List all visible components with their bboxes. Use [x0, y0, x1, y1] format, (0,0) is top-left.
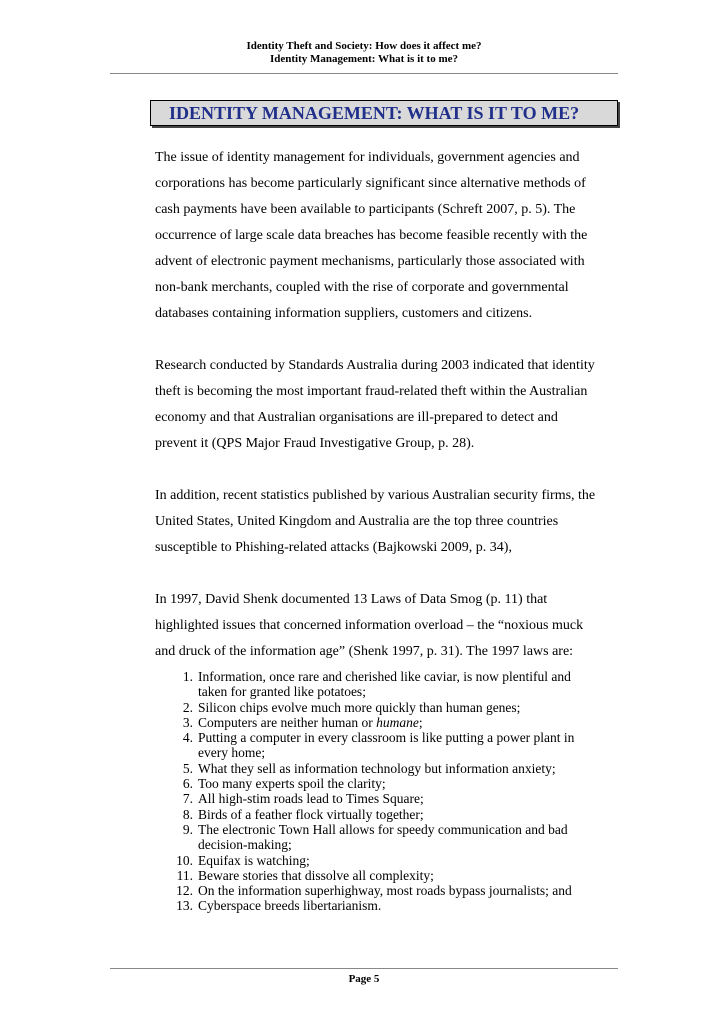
list-item-punctuation: ; — [418, 714, 423, 730]
paragraph-line: In addition, recent statistics published by various Australian security firms, the — [155, 488, 596, 503]
paragraph-line: economy and that Australian organisations are ill-prepared to detect and — [155, 410, 558, 425]
paragraph — [155, 587, 625, 665]
list-item-line: Silicon chips evolve much more quickly than human genes; — [198, 699, 521, 715]
list-item — [155, 700, 625, 715]
list-item-line: every home; — [198, 745, 266, 761]
list-item-line: What they sell as information technology but information anxiety; — [198, 760, 556, 776]
paragraph-line: prevent it (QPS Major Fraud Investigative Group, p. 28). — [155, 436, 475, 451]
list-item-line: Too many experts spoil the clarity; — [198, 776, 386, 792]
list-item — [155, 822, 625, 853]
paragraph-line: susceptible to Phishing-related attacks (Bajkowski 2009, p. 34), — [155, 540, 512, 555]
header-divider — [110, 73, 618, 74]
list-item — [155, 807, 625, 822]
list-item — [155, 853, 625, 868]
paragraph-line: corporations has become particularly significant since alternative methods of — [155, 176, 586, 191]
list-number: 13. — [176, 898, 193, 914]
section-title: IDENTITY MANAGEMENT: WHAT IS IT TO ME? — [169, 103, 580, 123]
paragraph-line: and druck of the information age” (Shenk 1997, p. 31). The 1997 laws are: — [155, 644, 574, 659]
header-line-2: Identity Management: What is it to me? — [270, 53, 458, 65]
list-item — [155, 761, 625, 776]
list-number: 9. — [182, 821, 193, 837]
list-item-line: decision-making; — [198, 837, 292, 853]
list-item — [155, 776, 625, 791]
list-number: 4. — [182, 730, 193, 746]
header-line-1: Identity Theft and Society: How does it affect me? — [246, 40, 482, 52]
list-item-line: On the information superhighway, most roads bypass journalists; and — [198, 883, 572, 899]
paragraph-line: Research conducted by Standards Australia during 2003 indicated that identity — [155, 358, 595, 373]
page-number: Page 5 — [348, 973, 380, 985]
paragraph-line: advent of electronic payment mechanisms, particularly those associated with — [155, 254, 585, 269]
list-number: 6. — [182, 776, 193, 792]
list-number: 5. — [182, 760, 193, 776]
list-number: 7. — [182, 791, 193, 807]
paragraph — [155, 483, 625, 561]
running-header — [110, 40, 618, 66]
body-content — [155, 145, 625, 914]
paragraph-line: highlighted issues that concerned information overload – the “noxious muck — [155, 618, 584, 633]
paragraph-line: theft is becoming the most important fraud-related theft within the Australian — [155, 384, 588, 399]
paragraph-line: The issue of identity management for individuals, government agencies and — [155, 150, 580, 165]
emphasized-word: humane — [376, 714, 419, 730]
list-number: 3. — [182, 714, 193, 730]
list-item-line: All high-stim roads lead to Times Square; — [198, 791, 424, 807]
list-item — [155, 730, 625, 761]
paragraph-line: cash payments have been available to participants (Schreft 2007, p. 5). The — [155, 202, 576, 217]
list-number: 2. — [182, 699, 193, 715]
list-item-line: Beware stories that dissolve all complexity; — [198, 867, 434, 883]
paragraph-line: occurrence of large scale data breaches has become feasible recently with the — [155, 228, 588, 243]
paragraph-line: In 1997, David Shenk documented 13 Laws of Data Smog (p. 11) that — [155, 592, 548, 607]
list-item — [155, 669, 625, 700]
list-item-line: taken for granted like potatoes; — [198, 684, 366, 700]
list-item — [155, 715, 625, 730]
list-item-text: Computers are neither human or — [198, 714, 377, 730]
list-item-line: The electronic Town Hall allows for speedy communication and bad — [198, 821, 568, 837]
list-item-line: Equifax is watching; — [198, 852, 310, 868]
section-title-box — [150, 100, 618, 126]
list-item — [155, 883, 625, 898]
paragraph-line: non-bank merchants, coupled with the rise of corporate and governmental — [155, 280, 569, 295]
footer-divider — [110, 968, 618, 969]
list-item — [155, 791, 625, 806]
list-number: 8. — [182, 806, 193, 822]
paragraph — [155, 353, 625, 457]
paragraph-line: databases containing information suppliers, customers and citizens. — [155, 306, 533, 321]
list-item-line: Putting a computer in every classroom is like putting a power plant in — [198, 730, 575, 746]
paragraph-line: United States, United Kingdom and Australia are the top three countries — [155, 514, 559, 529]
list-item — [155, 868, 625, 883]
list-item-line — [198, 715, 625, 730]
list-item-line: Information, once rare and cherished like caviar, is now plentiful and — [198, 669, 571, 684]
paragraph — [155, 145, 625, 327]
list-item-line: Birds of a feather flock virtually together; — [198, 806, 424, 822]
list-item — [155, 898, 625, 913]
list-number: 10. — [176, 852, 193, 868]
list-item-line: Cyberspace breeds libertarianism. — [198, 898, 382, 914]
list-number: 1. — [182, 669, 193, 684]
list-number: 11. — [176, 867, 193, 883]
list-number: 12. — [176, 883, 193, 899]
laws-list — [155, 669, 625, 914]
